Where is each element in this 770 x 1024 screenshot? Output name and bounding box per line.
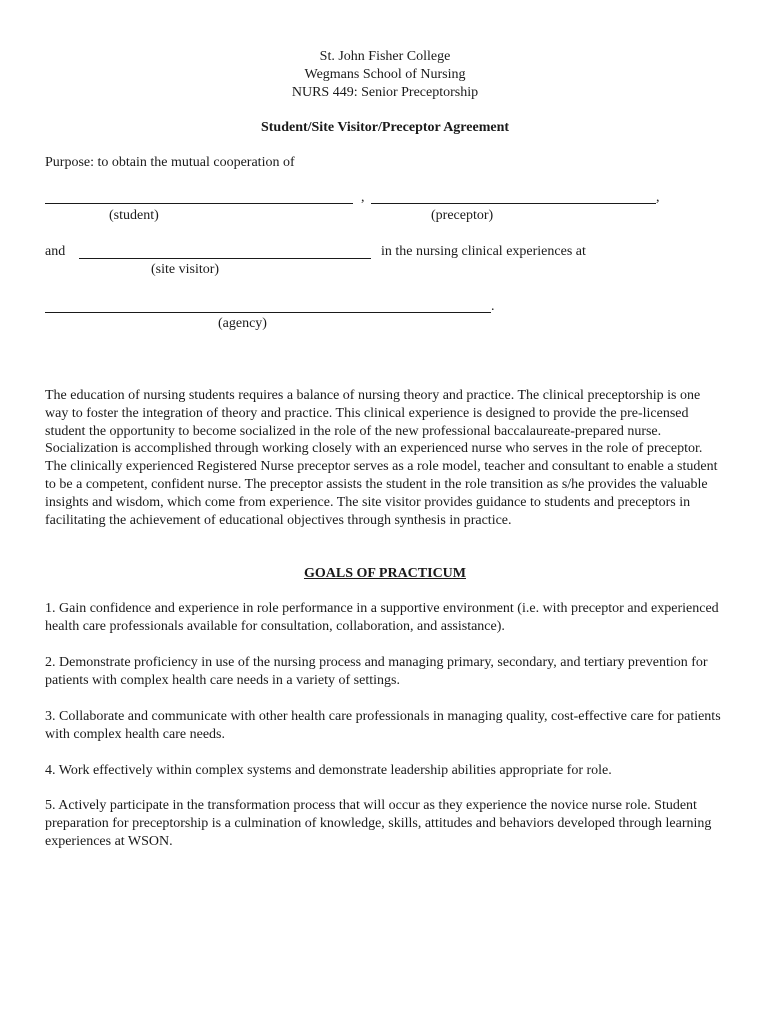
goal-item: 2. Demonstrate proficiency in use of the nursing process and managing primary, secondary, and tertiary prevention for patients with complex health care needs in a variety of settings. [45, 655, 708, 688]
preceptor-name-blank[interactable] [371, 203, 656, 204]
student-label: (student) [109, 208, 159, 223]
course-name: NURS 449: Senior Preceptorship [291, 85, 479, 100]
goal-item: 3. Collaborate and communicate with other health care professionals in managing quality, cost-effective care for patients with complex health care needs. [45, 709, 721, 742]
clinical-experiences-text: in the nursing clinical experiences at [381, 244, 586, 259]
agreement-title: Student/Site Visitor/Preceptor Agreement [260, 120, 510, 135]
goal-item: 1. Gain confidence and experience in role performance in a supportive environment (i.e. with preceptor and experienced health care professionals available for consultation, collaboration, and assistance). [45, 601, 719, 634]
school-name: Wegmans School of Nursing [304, 67, 466, 82]
student-name-blank[interactable] [45, 203, 353, 204]
site-visitor-label: (site visitor) [151, 262, 220, 277]
agency-blank[interactable] [45, 312, 491, 313]
document-header [0, 48, 770, 102]
intro-paragraph: The education of nursing students requires a balance of nursing theory and practice. The clinical preceptorship is one way to foster the integration of theory and practice. This clinical experience is designed to provide the pre-licensed student the opportunity to become socialized in the role of the new professional baccalaureate-prepared nurse. Socialization is accomplished through working closely with an experienced nurse who serves in the role of preceptor. The clinically experienced Registered Nurse preceptor serves as a role model, teacher and consultant to enable a student to be a competent, confident nurse. The preceptor assists the student in the role transition as s/he provides the valuable insights and wisdom, which come from experience. The site visitor provides guidance to students and preceptors in facilitating the achievement of educational objectives through synthesis in practice. [45, 388, 718, 528]
goal-item: 5. Actively participate in the transformation process that will occur as they experience the novice nurse role. Student preparation for preceptorship is a culmination of knowledge, skills, attitudes and behaviors developed through learning experiences at WSON. [45, 798, 712, 849]
agency-period: . [491, 299, 495, 314]
comma-separator: , [361, 190, 365, 205]
purpose-text: Purpose: to obtain the mutual cooperation of [45, 155, 295, 170]
goal-item: 4. Work effectively within complex systems and demonstrate leadership abilities appropriate for role. [45, 763, 612, 778]
agency-label: (agency) [218, 316, 267, 331]
comma-end: , [656, 190, 660, 205]
and-text: and [45, 244, 66, 259]
site-visitor-blank[interactable] [79, 258, 371, 259]
preceptor-label: (preceptor) [431, 208, 494, 223]
goals-heading: GOALS OF PRACTICUM [303, 566, 467, 581]
college-name: St. John Fisher College [319, 49, 451, 64]
